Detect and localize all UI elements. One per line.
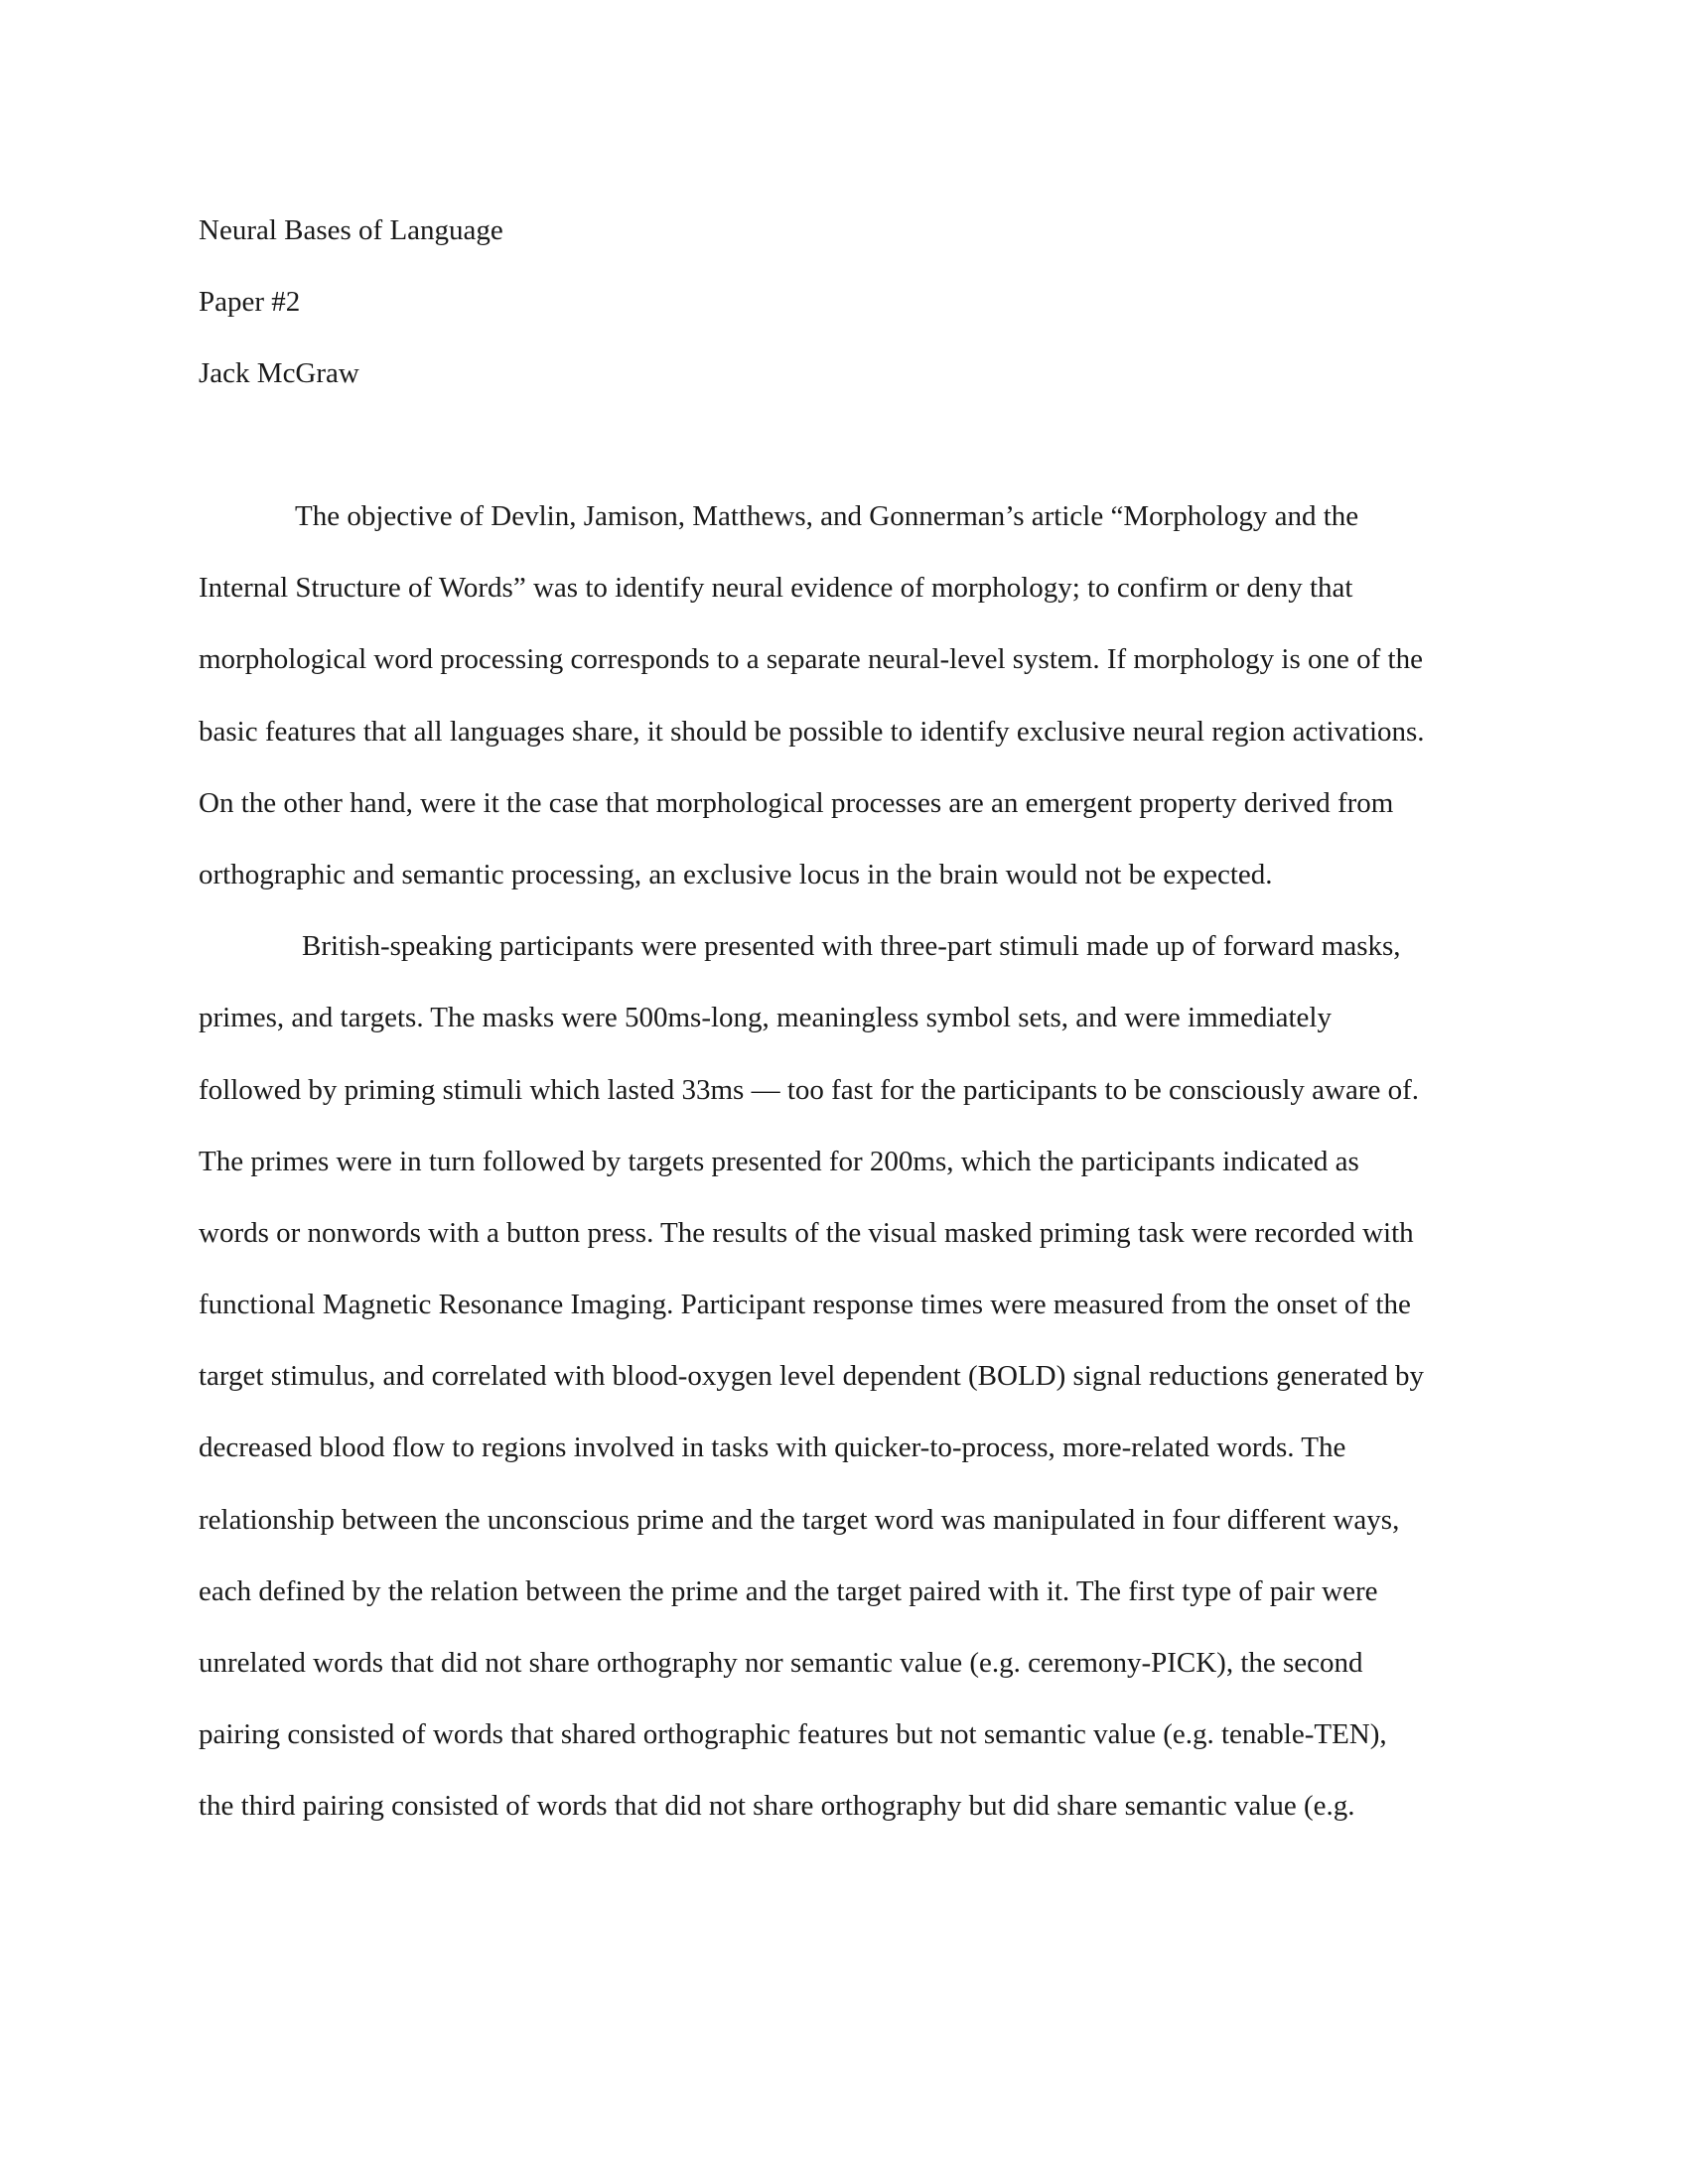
paper-number: Paper #2 bbox=[199, 286, 301, 318]
body-line: target stimulus, and correlated with blood-oxygen level dependent (BOLD) signal reductions generated by bbox=[199, 1360, 1425, 1393]
body-line: pairing consisted of words that shared orthographic features but not semantic value (e.g. tenable-TEN), bbox=[199, 1718, 1387, 1751]
body-line: On the other hand, were it the case that morphological processes are an emergent property derived from bbox=[199, 786, 1394, 819]
body-line: Internal Structure of Words” was to identify neural evidence of morphology; to confirm or deny that bbox=[199, 572, 1353, 605]
body-line: orthographic and semantic processing, an exclusive locus in the brain would not be expected. bbox=[199, 858, 1273, 890]
body-line: decreased blood flow to regions involved in tasks with quicker-to-process, more-related words. The bbox=[199, 1432, 1346, 1464]
body-line: functional Magnetic Resonance Imaging. Participant response times were measured from the onset of the bbox=[199, 1289, 1411, 1321]
document-header bbox=[199, 195, 1489, 409]
body-line: basic features that all languages share, it should be possible to identify exclusive neural region activations. bbox=[199, 715, 1425, 748]
body-line: words or nonwords with a button press. The results of the visual masked priming task were recorded with bbox=[199, 1216, 1414, 1249]
body-line: The primes were in turn followed by targets presented for 200ms, which the participants indicated as bbox=[199, 1145, 1359, 1177]
body-line: The objective of Devlin, Jamison, Matthews, and Gonnerman’s article “Morphology and the bbox=[295, 500, 1359, 532]
body-line: morphological word processing corresponds to a separate neural-level system. If morphology is one of the bbox=[199, 643, 1423, 676]
author-name: Jack McGraw bbox=[199, 357, 359, 389]
body-line: primes, and targets. The masks were 500ms-long, meaningless symbol sets, and were immediately bbox=[199, 1002, 1332, 1034]
body-line: the third pairing consisted of words that did not share orthography but did share semantic value (e.g. bbox=[199, 1790, 1355, 1823]
body-line: each defined by the relation between the prime and the target paired with it. The first type of pair were bbox=[199, 1574, 1378, 1607]
body-line: unrelated words that did not share orthography nor semantic value (e.g. ceremony-PICK), the second bbox=[199, 1647, 1363, 1679]
body-line: followed by priming stimuli which lasted 33ms — too fast for the participants to be consciously aware of. bbox=[199, 1073, 1420, 1106]
document-body bbox=[199, 480, 1489, 1843]
body-line: relationship between the unconscious prime and the target word was manipulated in four different ways, bbox=[199, 1503, 1400, 1536]
body-line: British-speaking participants were presented with three-part stimuli made up of forward masks, bbox=[302, 930, 1401, 963]
course-title: Neural Bases of Language bbox=[199, 214, 503, 246]
